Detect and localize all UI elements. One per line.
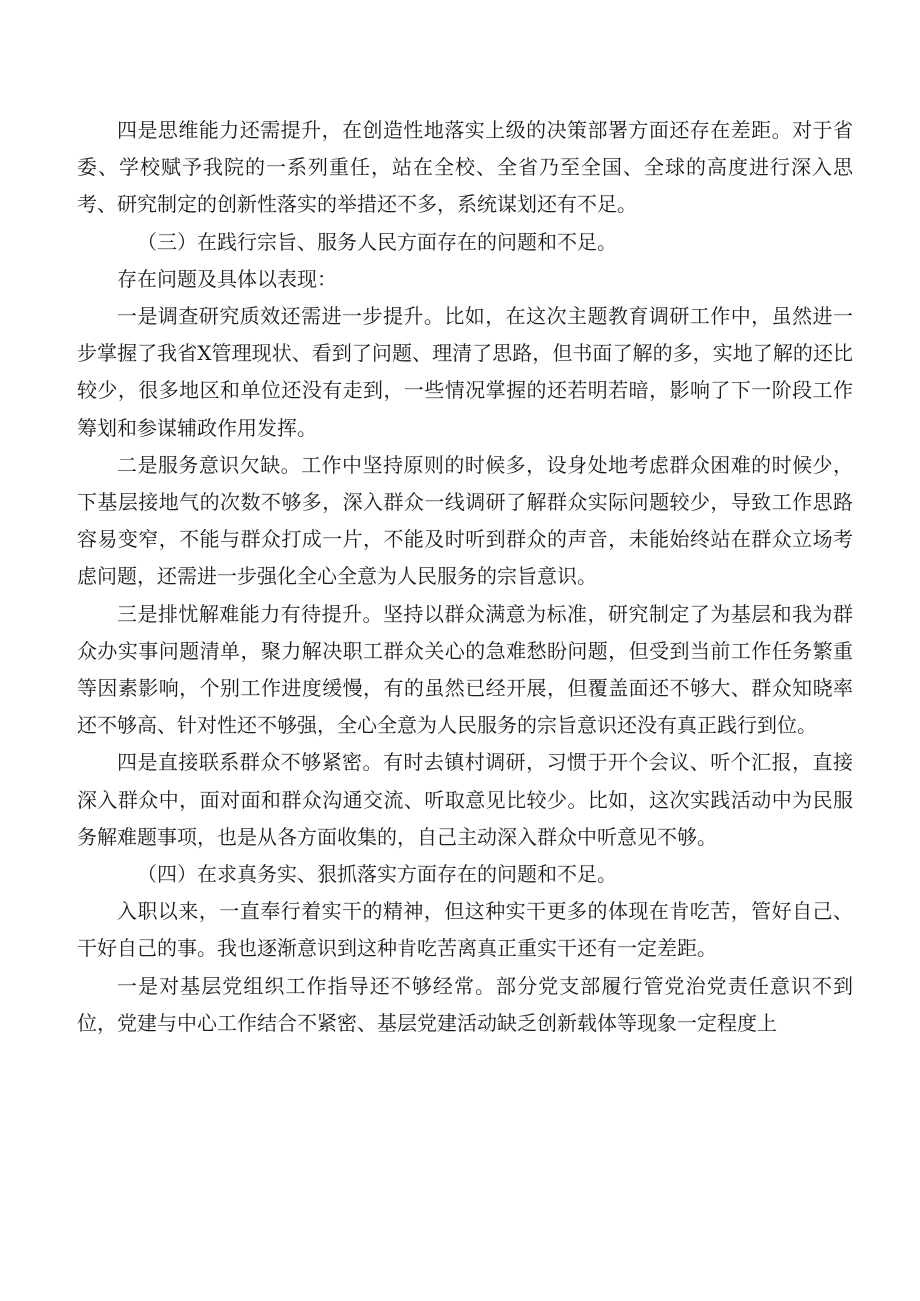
paragraph-problem-solving: 三是排忧解难能力有待提升。坚持以群众满意为标准，研究制定了为基层和我为群众办实事问题清单，聚力解决职工群众关心的急难愁盼问题，但受到当前工作任务繁重等因素影响，个别工作进度缓慢，有的虽然已经开展，但覆盖面还不够大、群众知晓率还不够高、针对性还不够强，全心全意为人民服务的宗旨意识还没有真正践行到位。 <box>77 601 853 738</box>
paragraph-problems-intro: 存在问题及具体以表现： <box>117 266 337 291</box>
paragraph-contact-masses: 四是直接联系群众不够紧密。有时去镇村调研，习惯于开个会议、听个汇报，直接深入群众中，面对面和群众沟通交流、听取意见比较少。比如，这次实践活动中为民服务解难题事项，也是从各方面收集的，自己主动深入群众中听意见不够。 <box>77 750 853 849</box>
section-heading-practical-work: （四）在求真务实、狠抓落实方面存在的问题和不足。 <box>137 862 617 887</box>
paragraph-party-guidance: 一是对基层党组织工作指导还不够经常。部分党支部履行管党治党责任意识不到位，党建与中心工作结合不紧密、基层党建活动缺乏创新载体等现象一定程度上 <box>77 973 853 1035</box>
section-heading-serve-people: （三）在践行宗旨、服务人民方面存在的问题和不足。 <box>137 229 617 254</box>
paragraph-service-awareness: 二是服务意识欠缺。工作中坚持原则的时候多，设身处地考虑群众困难的时候少，下基层接地气的次数不够多，深入群众一线调研了解群众实际问题较少，导致工作思路容易变窄，不能与群众打成一片，不能及时听到群众的声音，未能始终站在群众立场考虑问题，还需进一步强化全心全意为人民服务的宗旨意识。 <box>77 452 853 589</box>
paragraph-research-quality: 一是调查研究质效还需进一步提升。比如，在这次主题教育调研工作中，虽然进一步掌握了我省X管理现状、看到了问题、理清了思路，但书面了解的多，实地了解的还比较少，很多地区和单位还没有走到，一些情况掌握的还若明若暗，影响了下一阶段工作筹划和参谋辅政作用发挥。 <box>77 304 853 440</box>
paragraph-thinking-ability: 四是思维能力还需提升，在创造性地落实上级的决策部署方面还存在差距。对于省委、学校赋予我院的一系列重任，站在全校、全省乃至全国、全球的高度进行深入思考、研究制定的创新性落实的举措还不多，系统谋划还有不足。 <box>77 118 853 217</box>
document-body <box>77 112 853 1042</box>
paragraph-since-joining: 入职以来，一直奉行着实干的精神，但这种实干更多的体现在肯吃苦，管好自己、干好自己的事。我也逐渐意识到这种肯吃苦离真正重实干还有一定差距。 <box>77 899 853 961</box>
